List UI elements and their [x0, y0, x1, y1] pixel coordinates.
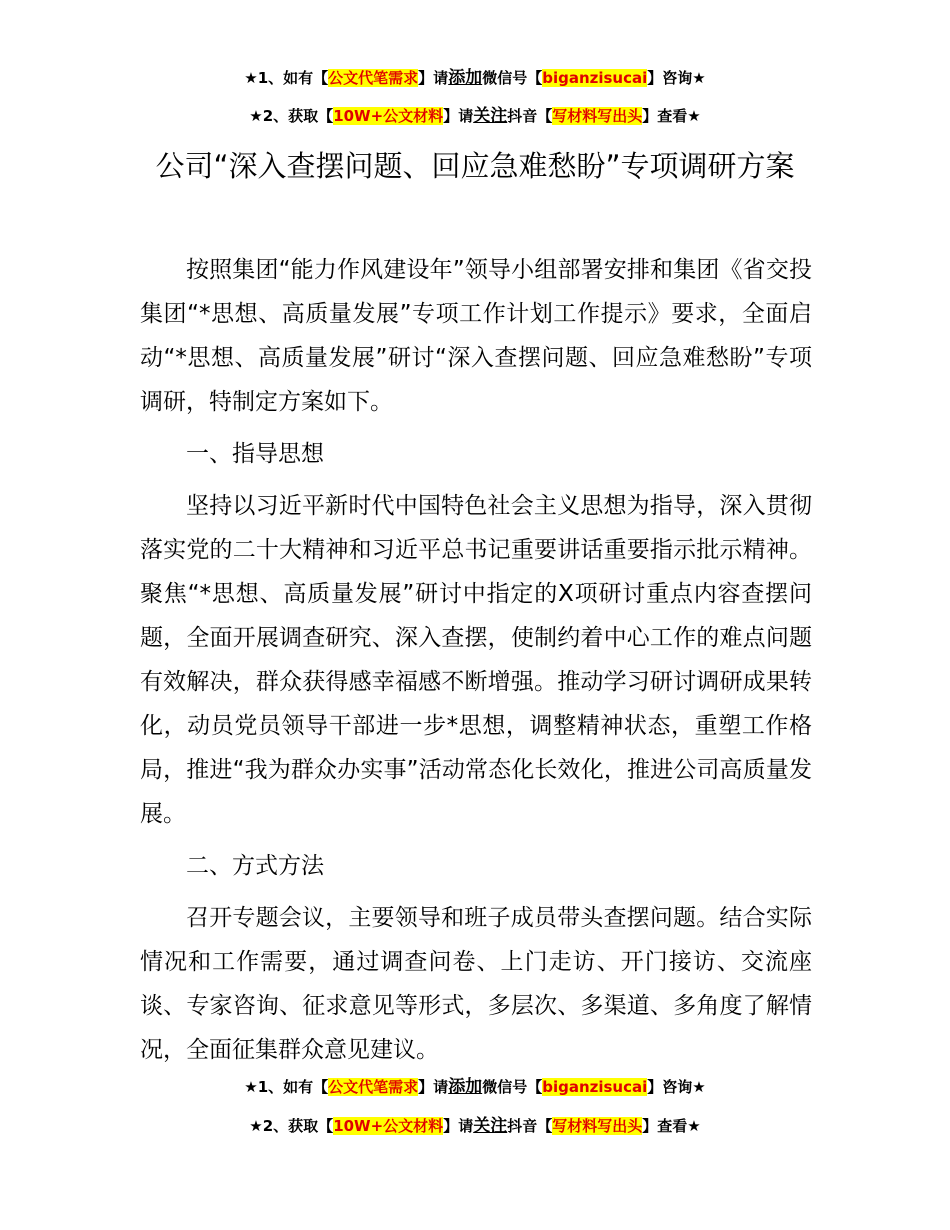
banner-text: ★2、获取【 [249, 1117, 334, 1135]
banner-text: 抖音【 [507, 107, 553, 125]
emphasis-text: 添加 [448, 68, 483, 88]
methods-paragraph: 召开专题会议，主要领导和班子成员带头查摆问题。结合实际情况和工作需要，通过调查问卷、上门走访、开门接访、交流座谈、专家咨询、征求意见等形式，多层次、多渠道、多角度了解情况，全面征集群众意见建议。 [140, 905, 812, 1063]
banner-text: 】咨询★ [647, 1078, 706, 1096]
highlight-service: 公文代笔需求 [328, 1078, 419, 1096]
document-body [140, 248, 812, 1080]
bottom-banner-line-1 [0, 1077, 950, 1097]
banner-text: 微信号【 [482, 69, 543, 87]
highlight-wechat-id: biganzisucai [542, 1078, 648, 1096]
bottom-banner-line-2 [0, 1116, 950, 1136]
highlight-wechat-id: biganzisucai [542, 69, 648, 87]
emphasis-text: 关注 [473, 1116, 508, 1136]
section-heading-methods: 二、方式方法 [186, 853, 324, 879]
banner-text: ★1、如有【 [244, 1078, 329, 1096]
highlight-materials: 10W+公文材料 [333, 107, 444, 125]
highlight-service: 公文代笔需求 [328, 69, 419, 87]
banner-text: ★2、获取【 [249, 107, 334, 125]
banner-text: 抖音【 [507, 1117, 553, 1135]
highlight-materials: 10W+公文材料 [333, 1117, 444, 1135]
banner-text: 】查看★ [642, 107, 701, 125]
banner-text: 】请 [443, 1117, 474, 1135]
top-banner-line-2 [0, 106, 950, 126]
emphasis-text: 关注 [473, 106, 508, 126]
intro-paragraph: 按照集团“能力作风建设年”领导小组部署安排和集团《省交投集团“*思想、高质量发展”专项工作计划工作提示》要求，全面启动“*思想、高质量发展”研讨“深入查摆问题、回应急难愁盼”专项调研，特制定方案如下。 [140, 257, 812, 415]
banner-text: 】请 [443, 107, 474, 125]
banner-text: 】请 [418, 1078, 449, 1096]
banner-text: 】咨询★ [647, 69, 706, 87]
guiding-ideology-paragraph: 坚持以习近平新时代中国特色社会主义思想为指导，深入贯彻落实党的二十大精神和习近平总书记重要讲话重要指示批示精神。聚焦“*思想、高质量发展”研讨中指定的X项研讨重点内容查摆问题，全面开展调查研究、深入查摆，使制约着中心工作的难点问题有效解决，群众获得感幸福感不断增强。推动学习研讨调研成果转化，动员党员领导干部进一步*思想，调整精神状态，重塑工作格局，推进“我为群众办实事”活动常态化长效化，推进公司高质量发展。 [140, 493, 812, 827]
banner-text: 】查看★ [642, 1117, 701, 1135]
banner-text: 】请 [418, 69, 449, 87]
top-banner-line-1 [0, 68, 950, 88]
banner-text: 微信号【 [482, 1078, 543, 1096]
highlight-douyin-id: 写材料写出头 [552, 1117, 643, 1135]
document-title: 公司“深入查摆问题、回应急难愁盼”专项调研方案 [155, 149, 795, 183]
banner-text: ★1、如有【 [244, 69, 329, 87]
emphasis-text: 添加 [448, 1077, 483, 1097]
section-heading-guiding-ideology: 一、指导思想 [186, 441, 324, 467]
highlight-douyin-id: 写材料写出头 [552, 107, 643, 125]
